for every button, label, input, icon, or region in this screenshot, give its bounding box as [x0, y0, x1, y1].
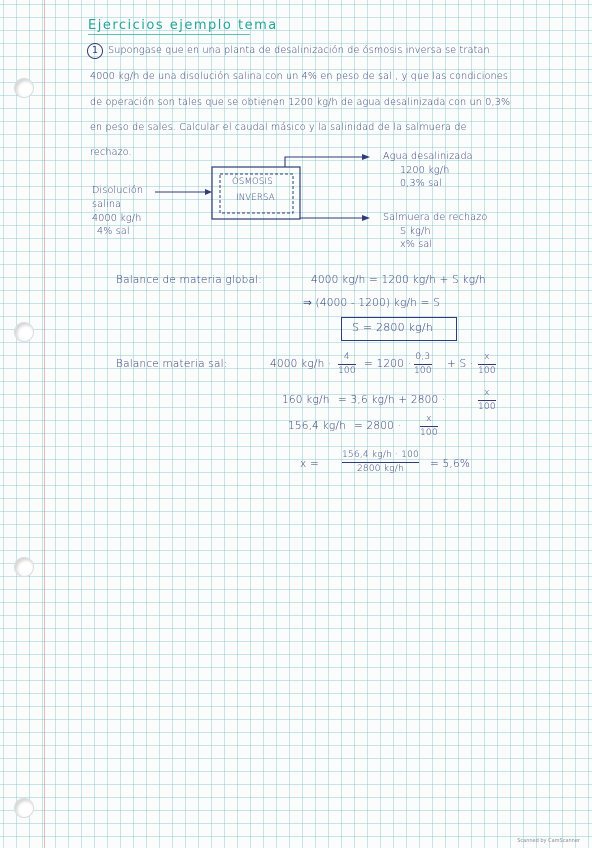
salt-row1-frac1-den: 100 [338, 366, 356, 376]
salt-row3-frac [420, 414, 438, 439]
problem-line-5: rechazo. [90, 147, 132, 158]
permeate-label-3: 0,3% sal [400, 178, 443, 189]
problem-line-2: 4000 kg/h de una disolución salina con un 4% en peso de sal , y que las condiciones [90, 71, 509, 82]
page-title: Ejercicios ejemplo tema [88, 18, 278, 33]
salt-row4-result: = 5,6% [430, 458, 471, 470]
salt-row1-frac3 [478, 352, 496, 377]
problem-line-3: de operación son tales que se obtienen 1200 kg/h de agua desalinizada con un 0,3% [90, 97, 511, 108]
salt-row3-lhs: 156,4 kg/h [288, 420, 346, 432]
salt-row1-frac2 [414, 352, 432, 377]
reject-label-3: x% sal [400, 239, 433, 250]
salt-row1-plus: + S · [447, 358, 474, 370]
salt-row1-frac2-den: 100 [414, 366, 432, 376]
permeate-stream-line [285, 157, 365, 167]
global-balance-eq1: 4000 kg/h = 1200 kg/h + S kg/h [311, 274, 486, 286]
salt-row2-frac [478, 388, 496, 413]
salt-row4-frac-num: 156,4 kg/h · 100 [342, 450, 419, 460]
permeate-arrowhead [362, 154, 370, 160]
fraction-bar [338, 364, 356, 365]
reject-label-1: Salmuera de rechazo [383, 212, 488, 223]
reject-arrowhead [362, 215, 370, 221]
fraction-bar [420, 426, 438, 427]
permeate-label-1: Agua desalinizada [383, 151, 473, 162]
input-label-3: 4000 kg/h [92, 213, 142, 224]
input-label-4: 4% sal [97, 226, 130, 237]
input-label-1: Disolución [92, 185, 144, 196]
salt-row3-frac-num: x [426, 414, 432, 424]
global-balance-label: Balance de materia global: [116, 274, 262, 286]
reject-label-2: S kg/h [400, 226, 431, 237]
salt-row1-frac3-num: x [484, 352, 490, 362]
salt-row2-frac-den: 100 [478, 402, 496, 412]
box-label-inversa: INVERSA [236, 193, 275, 203]
salt-row1-frac2-num: 0,3 [415, 352, 431, 362]
permeate-label-2: 1200 kg/h [400, 165, 450, 176]
problem-number: 1 [87, 43, 103, 59]
salt-row4-frac [342, 450, 419, 475]
salt-row3-frac-den: 100 [420, 428, 438, 438]
box-label-osmosis: ÓSMOSIS [232, 177, 273, 187]
salt-row3-mid: = 2800 · [354, 420, 402, 432]
input-arrowhead [205, 189, 212, 195]
salt-row2-mid: = 3,6 kg/h + 2800 · [338, 394, 446, 406]
scanner-watermark: Scanned by CamScanner [517, 838, 580, 844]
fraction-bar [478, 364, 496, 365]
salt-row1-frac3-den: 100 [478, 366, 496, 376]
salt-row1-mid: = 1200 · [364, 358, 412, 370]
salt-row4-frac-den: 2800 kg/h [357, 464, 404, 474]
problem-line-4: en peso de sales. Calcular el caudal másico y la salinidad de la salmuera de [90, 122, 467, 133]
salt-balance-label: Balance materia sal: [116, 358, 228, 370]
input-label-2: salina [92, 199, 122, 210]
salt-row2-lhs: 160 kg/h [282, 394, 330, 406]
problem-line-1: Supongase que en una planta de desalinización de ósmosis inversa se tratan [108, 45, 490, 56]
fraction-bar [478, 400, 496, 401]
salt-row2-frac-num: x [484, 388, 490, 398]
salt-row1-frac1-num: 4 [343, 352, 350, 362]
salt-row4-lhs: x = [300, 458, 319, 470]
salt-row1-frac1 [338, 352, 356, 377]
salt-row1-lhs: 4000 kg/h · [270, 358, 332, 370]
fraction-bar [342, 462, 419, 463]
fraction-bar [414, 364, 432, 365]
global-balance-result: S = 2800 kg/h [352, 321, 433, 334]
global-balance-eq2: ⇒ (4000 - 1200) kg/h = S [303, 297, 441, 309]
